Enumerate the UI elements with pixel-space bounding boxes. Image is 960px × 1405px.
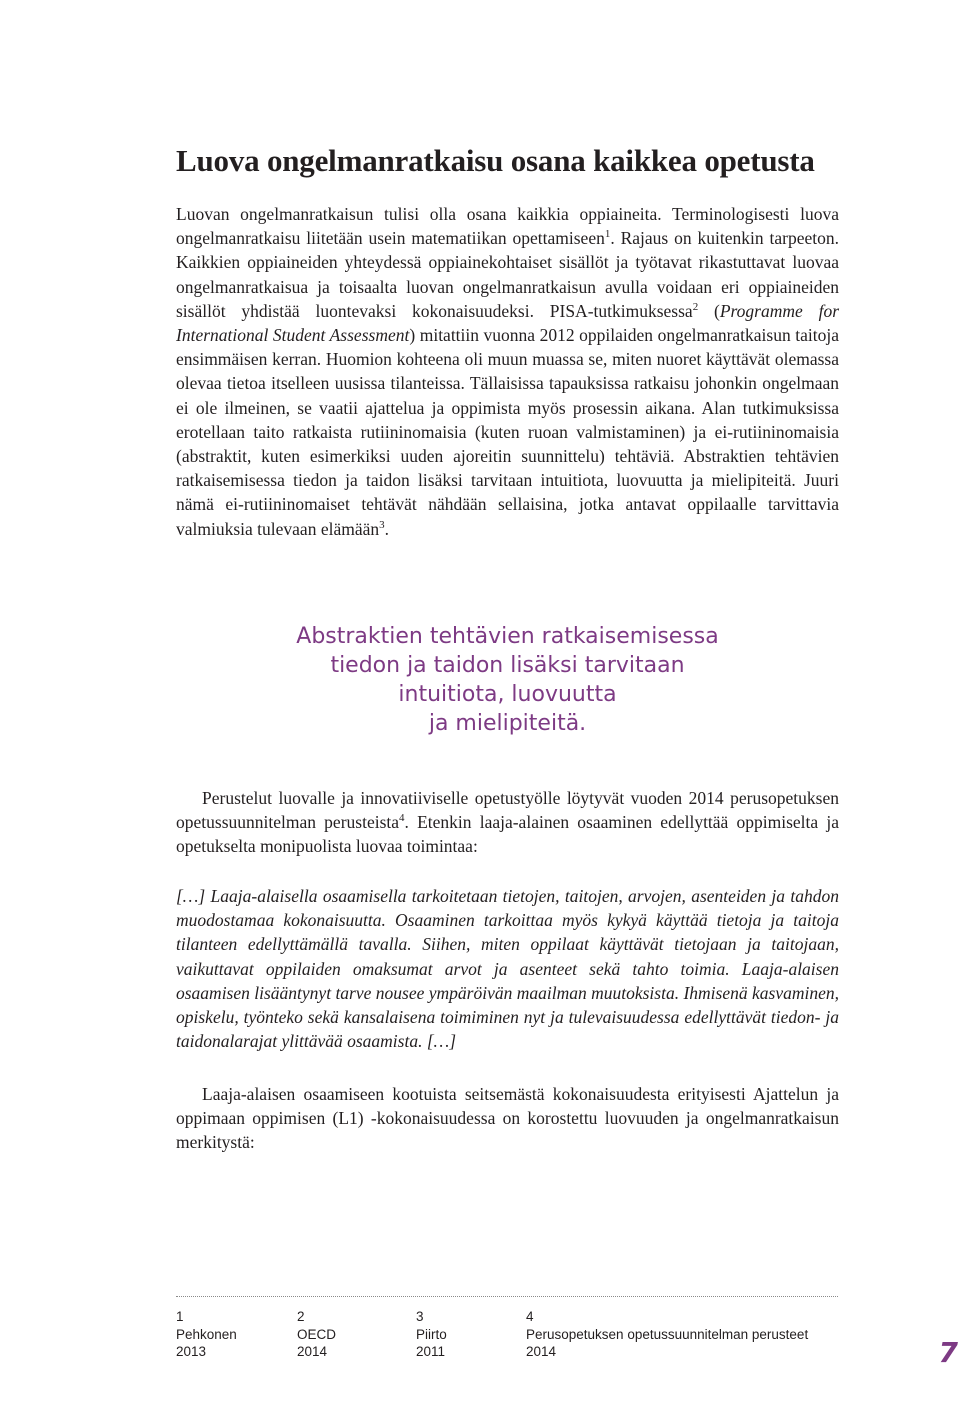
footnote-number: 1 [176, 1309, 184, 1324]
footnote-ref-1: 1 [604, 228, 611, 241]
body-paragraph-3: Laaja-alaisen osaamiseen kootuista seitsemästä kokonaisuudesta erityisesti Ajattelun ja oppimaan oppimisen (L1) -kokonaisuudessa on korostettu luovuuden ja ongelmanratkaisun merkitystä: [176, 1084, 839, 1153]
footnote-4 [526, 1308, 808, 1361]
footnote-3 [416, 1308, 447, 1361]
italic-title: Programme for International Student Assessment [176, 300, 839, 346]
footnote-ref-3: 3 [379, 518, 385, 531]
text-run: Luovan ongelmanratkaisun tulisi olla osana kaikkia oppiaineita. Terminologisesti luova ongelmanratkaisu liitetään usein matematiikan opettamiseen [176, 204, 839, 249]
footnote-number: 2 [297, 1309, 305, 1324]
footnote-author: Perusopetuksen opetussuunnitelman perusteet [526, 1326, 809, 1342]
pull-quote-line: tiedon ja taidon lisäksi tarvitaan [330, 653, 685, 678]
footnote-divider [176, 1296, 838, 1297]
text-run: ) mitattiin vuonna 2012 oppilaiden ongelmanratkaisun taitoja ensimmäisen kerran. Huomion kohteena oli muun muassa se, miten nuoret käyttävät olemassa olevaa tietoa itselleen uusissa tilanteissa. Tällaisissa tapauksissa ratkaisu johonkin ongelmaan ei ole ilmeinen, se vaatii ajattelua ja oppimista myös prosessin aikana. Alan tutkimuksissa erotellaan taito ratkaista rutiininomaisia (kuten ruoan valmistaminen) ja ei-rutiininomaisia (abstraktit, kuten esimerkiksi uuden ajoreitin suunnittelu) tehtäviä. Abstraktien tehtävien ratkaisemisessa tiedon ja taidon lisäksi tarvitaan intuitiota, luovuutta ja mielipiteitä. Juuri nämä ei-rutiininomaiset tehtävät nähdään sellaisina, jotka antavat oppilaalle tarvittavia valmiuksia tulevaan elämään [176, 325, 840, 539]
footnote-author: OECD [297, 1326, 337, 1342]
footnote-year: 2014 [297, 1344, 328, 1359]
footnote-2 [297, 1308, 336, 1361]
footnote-ref-2: 2 [692, 300, 699, 313]
footnote-year: 2013 [176, 1344, 207, 1359]
footnote-author: Piirto [416, 1326, 447, 1342]
text-run: . Rajaus on kuitenkin tarpeeton. Kaikkien oppiaineiden yhteydessä oppiainekohtaiset sisällöt ja työtavat rikastuttavat luovaa ongelmanratkaisua ja toisaalta luovan ongelmanratkaisun avulla voidaan eri oppiaineiden sisällöt yhdistää luontevaksi kokonaisuudeksi. PISA-tutkimuksessa [176, 228, 839, 321]
text-run: . Etenkin laaja-alainen osaaminen edellyttää oppimiselta ja opetukselta monipuolista luovaa toimintaa: [176, 812, 839, 857]
footnote-ref-4: 4 [399, 812, 405, 825]
pull-quote-line: ja mielipiteitä. [428, 711, 587, 736]
page-number: 7 [938, 1336, 958, 1369]
body-paragraph-1 [176, 202, 839, 541]
page-title: Luova ongelmanratkaisu osana kaikkea opetusta [176, 143, 815, 178]
pull-quote-line: Abstraktien tehtävien ratkaisemisessa [296, 624, 719, 649]
footnote-1 [176, 1308, 237, 1361]
block-quote: […] Laaja-alaisella osaamisella tarkoitetaan tietojen, taitojen, arvojen, asenteiden ja tahdon muodostamaa kokonaisuutta. Osaaminen tarkoittaa myös kykyä käyttää tietoja ja taitoja tilanteen edellyttämällä tavalla. Siihen, miten oppilaat käyttävät tietojaan ja taitojaan, vaikuttavat oppilaiden omaksumat arvot ja asenteet sekä tahto toimia. Laaja-alaisen osaamisen lisääntynyt tarve nousee ympäröivän maailman muutoksista. Ihmisenä kasvaminen, opiskelu, työnteko sekä kansalaisena toimiminen nyt ja tulevaisuudessa edellyttävät tiedon- ja taidonalarajat ylittävää osaamista. […] [176, 886, 839, 1052]
footnote-number: 4 [526, 1309, 534, 1324]
footnote-number: 3 [416, 1309, 424, 1324]
text-run: ( [698, 300, 720, 321]
body-paragraph-2 [176, 786, 839, 859]
text-run: . [384, 518, 389, 539]
pull-quote-line: intuitiota, luovuutta [398, 682, 617, 707]
text-run: Perustelut luovalle ja innovatiiviselle opetustyölle löytyvät vuoden 2014 perusopetuksen opetussuunnitelman perusteista [176, 788, 839, 833]
pull-quote [176, 622, 839, 738]
footnote-year: 2011 [416, 1344, 446, 1359]
footnote-year: 2014 [526, 1344, 557, 1359]
footnote-author: Pehkonen [176, 1326, 237, 1342]
